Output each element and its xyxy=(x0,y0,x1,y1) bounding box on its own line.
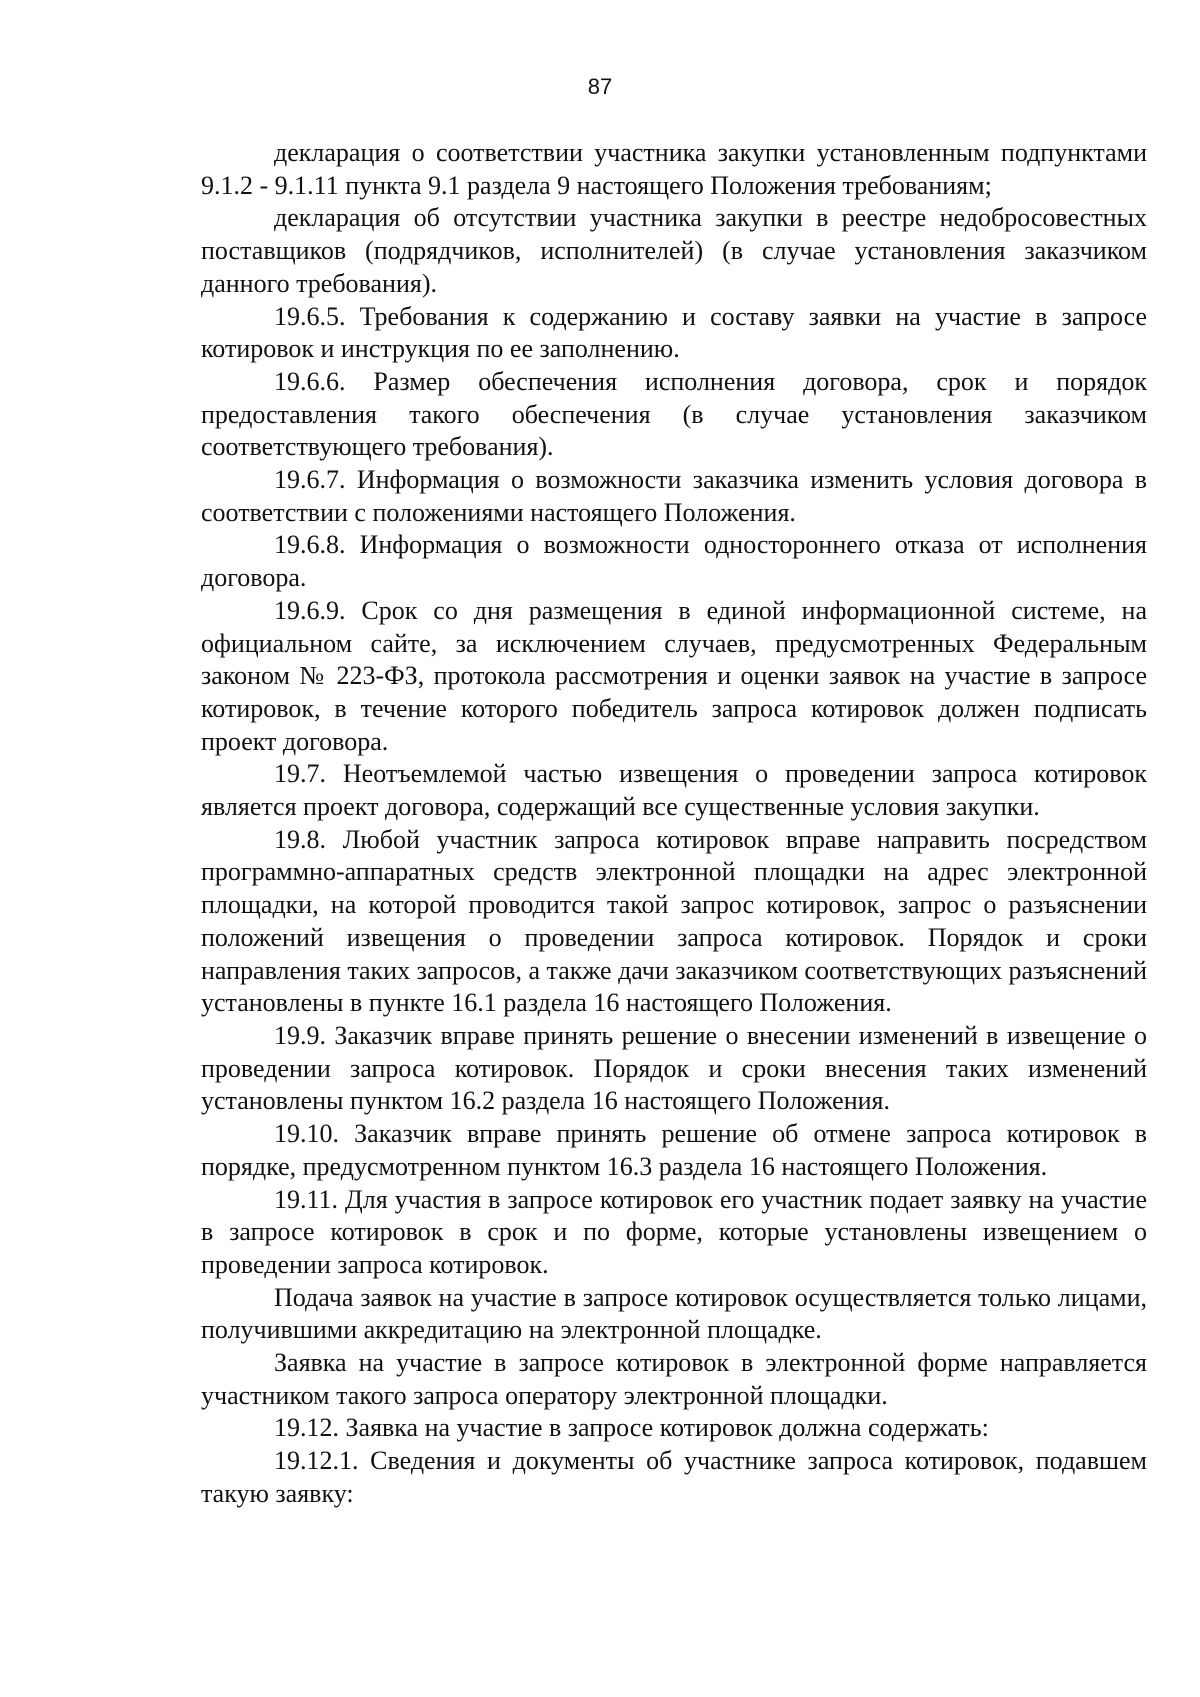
paragraph-declaration-compliance: декларация о соответствии участника закупки установленным подпунктами 9.1.2 - 9.1.11 пункта 9.1 раздела 9 настоящего Положения требованиям; xyxy=(201,138,1147,200)
paragraph-19-9: 19.9. Заказчик вправе принять решение о внесении изменений в извещение о проведении запроса котировок. Порядок и сроки внесения таких изменений установлены пунктом 16.2 раздела 16 настоящего Положения. xyxy=(201,1020,1147,1116)
paragraph-electronic-form: Заявка на участие в запросе котировок в электронной форме направляется участником такого запроса оператору электронной площадки. xyxy=(201,1348,1147,1410)
paragraph-submission-accreditation: Подача заявок на участие в запросе котировок осуществляется только лицами, получившими аккредитацию на электронной площадке. xyxy=(201,1282,1147,1345)
paragraph-19-6-7: 19.6.7. Информация о возможности заказчика изменить условия договора в соответствии с положениями настоящего Положения. xyxy=(201,465,1147,527)
paragraph-19-11: 19.11. Для участия в запросе котировок его участник подает заявку на участие в запросе котировок в срок и по форме, которые установлены извещением о проведении запроса котировок. xyxy=(201,1184,1147,1279)
paragraph-19-12: 19.12. Заявка на участие в запросе котировок должна содержать: xyxy=(274,1413,989,1443)
paragraph-19-6-5: 19.6.5. Требования к содержанию и составу заявки на участие в запросе котировок и инструкция по ее заполнению. xyxy=(201,301,1147,364)
paragraph-19-6-6: 19.6.6. Размер обеспечения исполнения договора, срок и порядок предоставления такого обеспечения (в случае установления заказчиком соответствующего требования). xyxy=(201,366,1147,462)
paragraph-19-6-8: 19.6.8. Информация о возможности одностороннего отказа от исполнения договора. xyxy=(201,530,1147,593)
paragraph-19-8: 19.8. Любой участник запроса котировок вправе направить посредством программно-аппаратных средств электронной площадки на адрес электронной площадки, на которой проводится такой запрос котировок, запрос о разъяснении положений извещения о проведении запроса котировок. Порядок и сроки направления таких запросов, а также дачи заказчиком соответствующих разъяснений установлены в пункте 16.1 раздела 16 настоящего Положения. xyxy=(201,824,1147,1018)
paragraph-19-7: 19.7. Неотъемлемой частью извещения о проведении запроса котировок является проект договора, содержащий все существенные условия закупки. xyxy=(201,759,1147,822)
paragraph-19-6-9: 19.6.9. Срок со дня размещения в единой информационной системе, на официальном сайте, за исключением случаев, предусмотренных Федеральным законом № 223-ФЗ, протокола рассмотрения и оценки заявок на участие в запросе котировок, в течение которого победитель запроса котировок должен подписать проект договора. xyxy=(201,595,1147,756)
paragraph-19-12-1: 19.12.1. Сведения и документы об участнике запроса котировок, подавшем такую заявку: xyxy=(201,1446,1147,1508)
paragraph-declaration-registry: декларация об отсутствии участника закупки в реестре недобросовестных поставщиков (подрядчиков, исполнителей) (в случае установления заказчиком данного требования). xyxy=(201,203,1147,298)
paragraph-19-10: 19.10. Заказчик вправе принять решение об отмене запроса котировок в порядке, предусмотренном пунктом 16.3 раздела 16 настоящего Положения. xyxy=(201,1119,1147,1181)
page-number: 87 xyxy=(587,74,613,99)
document-body xyxy=(201,137,1147,1511)
